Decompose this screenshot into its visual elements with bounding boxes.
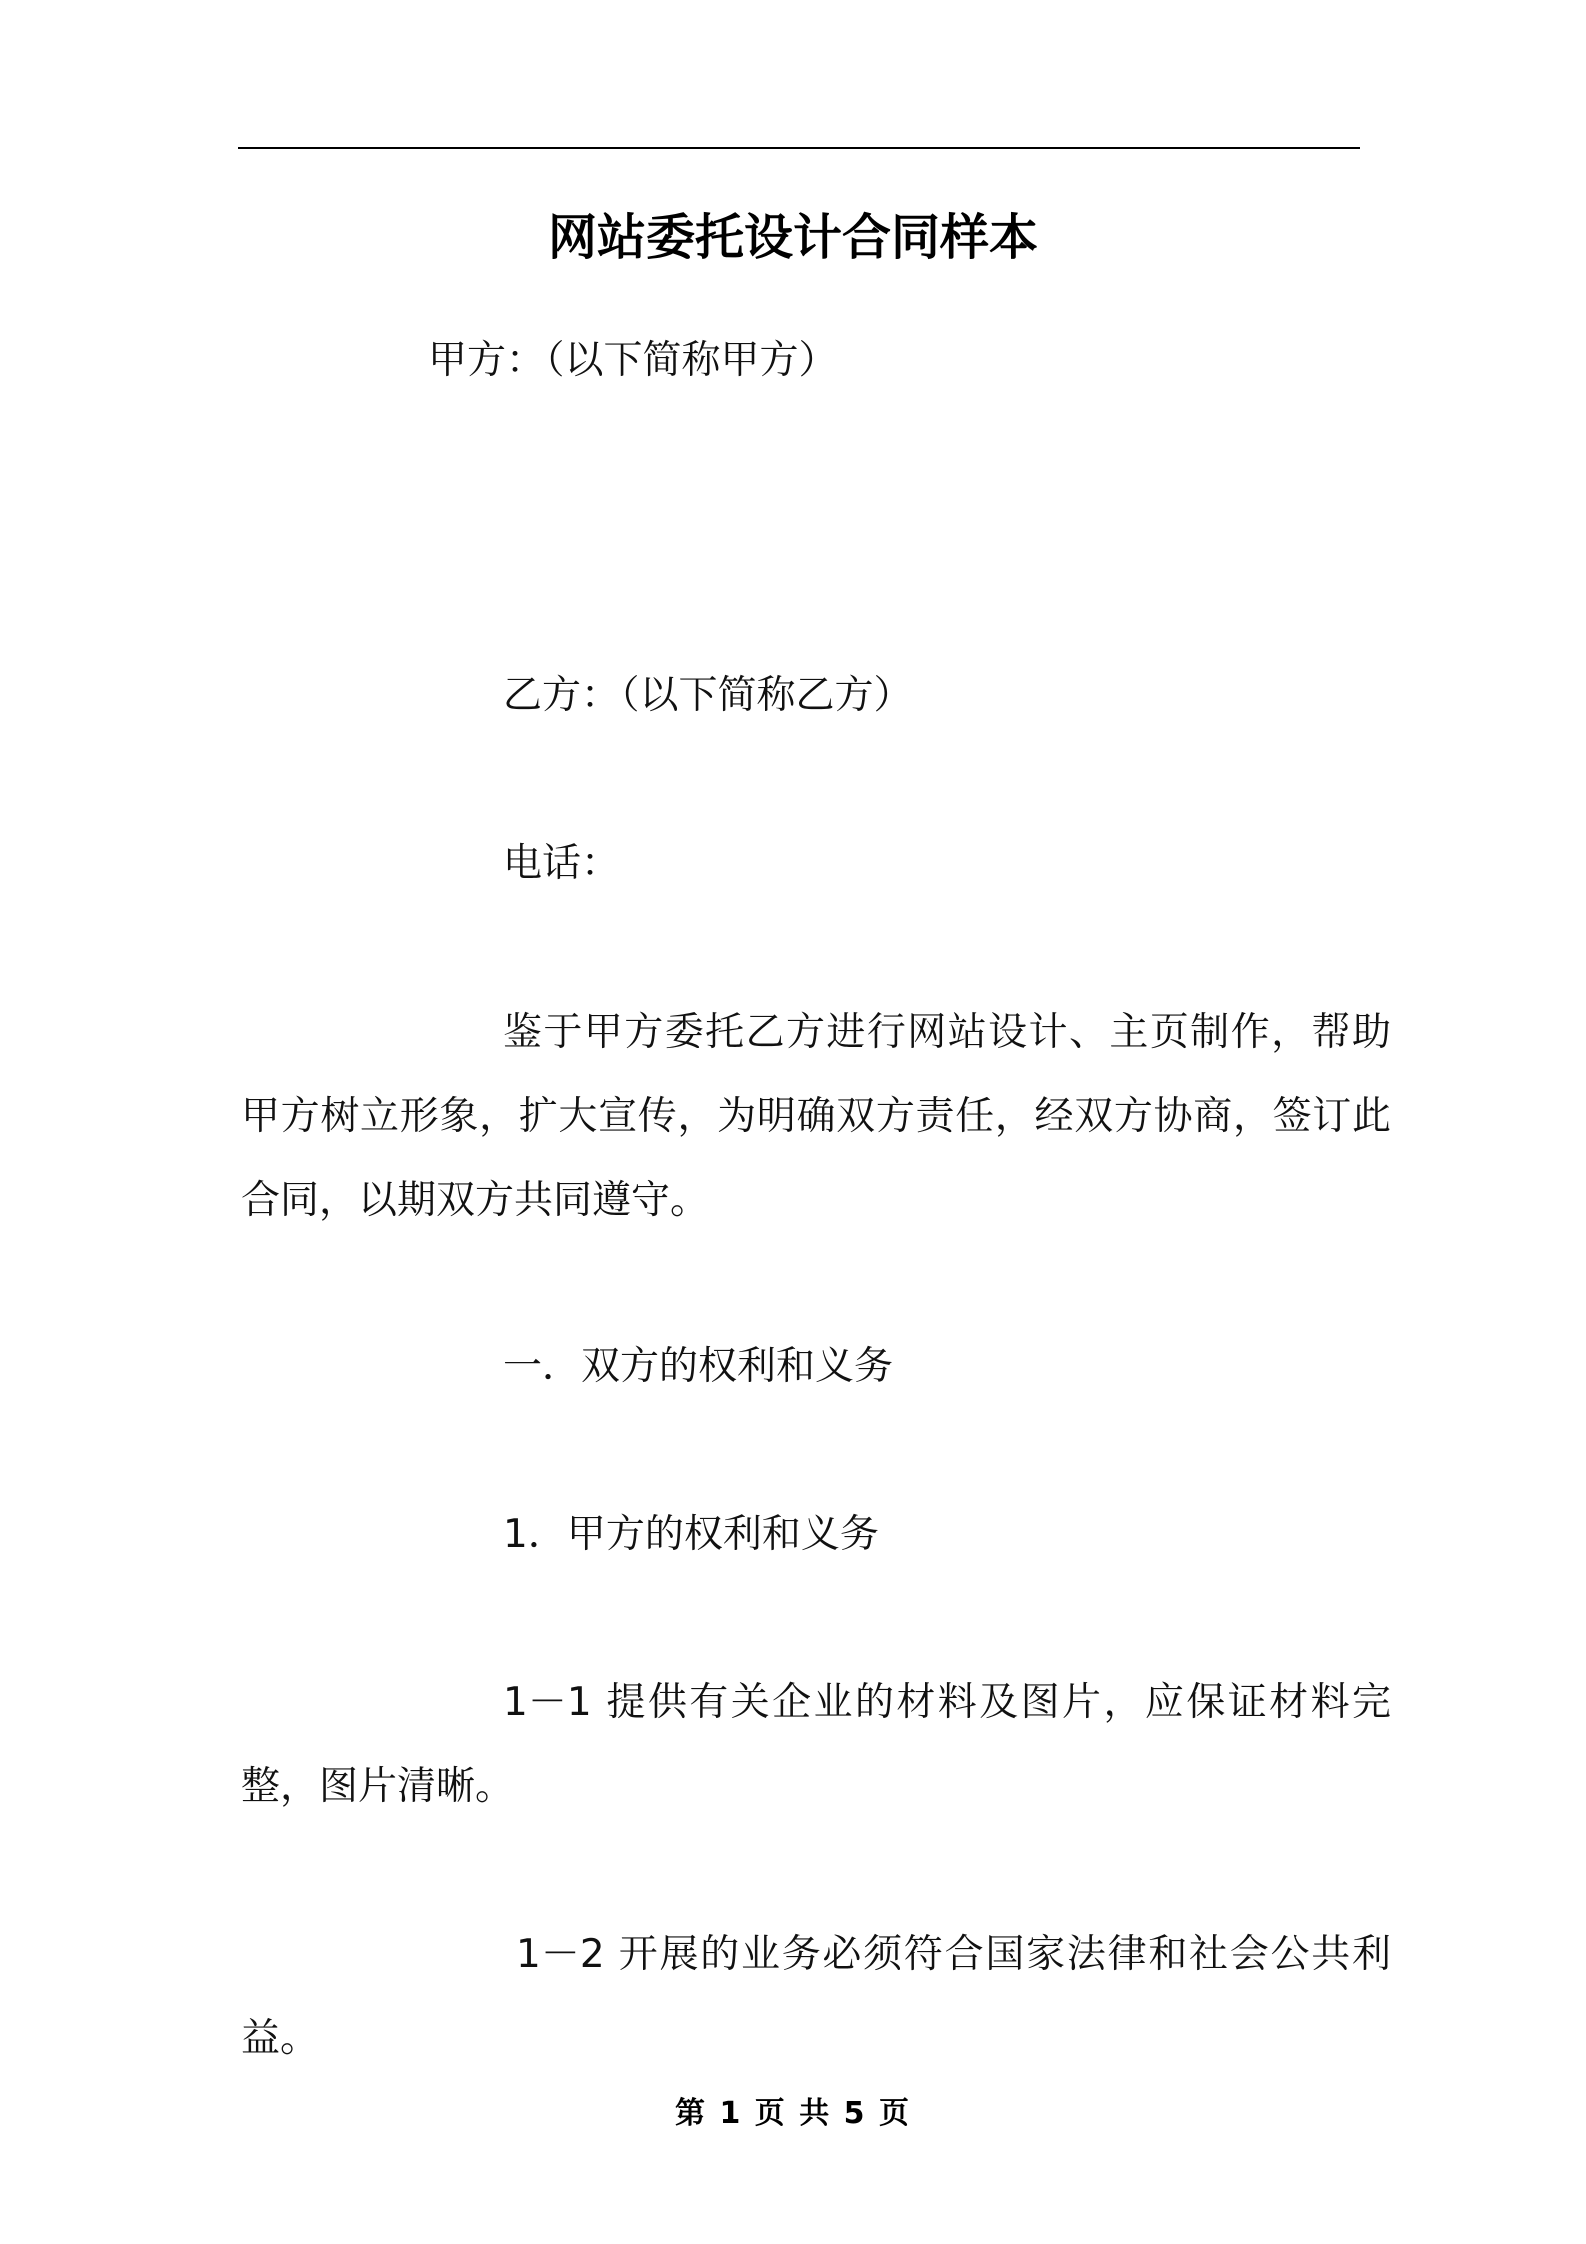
subsection-heading: 1．甲方的权利和义务 bbox=[503, 1512, 879, 1557]
phone-line: 电话： bbox=[503, 841, 621, 886]
document-title: 网站委托设计合同样本 bbox=[547, 209, 1038, 266]
page-number: 第 1 页 共 5 页 bbox=[675, 2096, 911, 2131]
clause-1-2: 1－2 开展的业务必须符合国家法律和社会公共利益。 bbox=[241, 1932, 1391, 2061]
section-heading: 一．双方的权利和义务 bbox=[503, 1344, 894, 1389]
party-a-line: 甲方：（以下简称甲方） bbox=[428, 338, 838, 383]
preamble-paragraph: 鉴于甲方委托乙方进行网站设计、主页制作，帮助甲方树立形象，扩大宣传，为明确双方责任，经双方协商，签订此合同，以期双方共同遵守。 bbox=[241, 1010, 1391, 1223]
header-rule bbox=[238, 147, 1360, 149]
clause-1-1: 1－1 提供有关企业的材料及图片，应保证材料完整，图片清晰。 bbox=[241, 1680, 1391, 1809]
party-b-line: 乙方：（以下简称乙方） bbox=[503, 673, 913, 718]
